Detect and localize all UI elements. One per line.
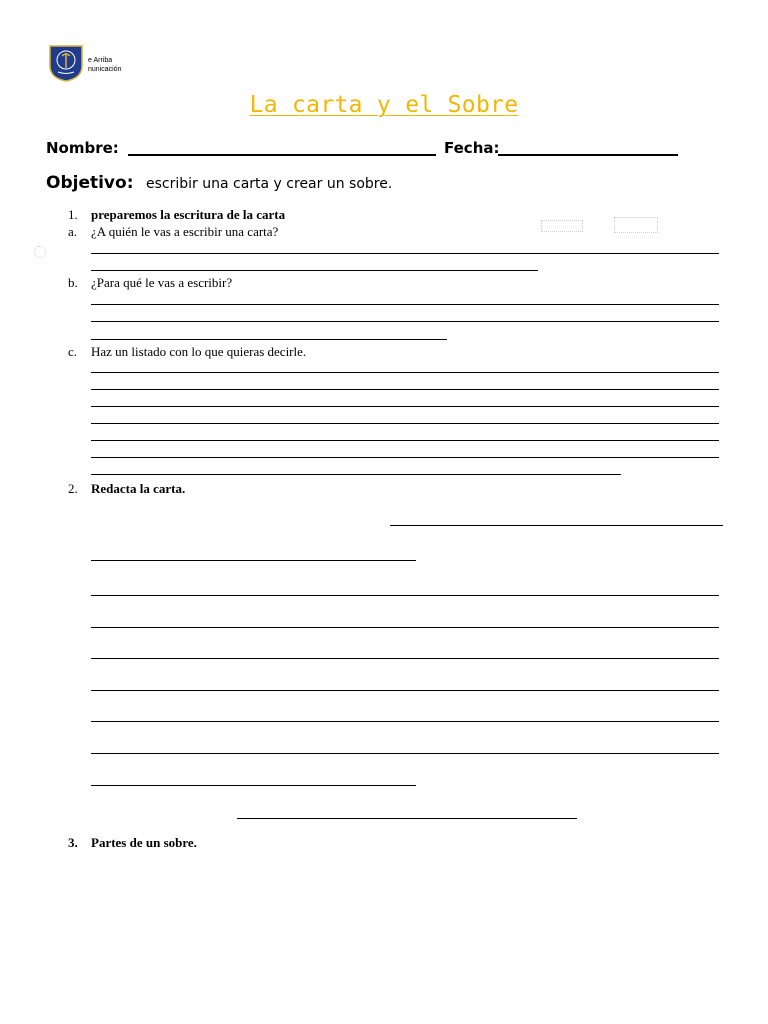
- item-a-letter: a.: [68, 224, 78, 239]
- section-1-number: 1.: [68, 207, 78, 222]
- item-b-question: ¿Para qué le vas a escribir?: [91, 275, 233, 290]
- answer-line[interactable]: [91, 253, 719, 254]
- school-crest-icon: [48, 44, 84, 82]
- item-b-letter: b.: [68, 275, 78, 290]
- answer-line[interactable]: [91, 389, 719, 390]
- answer-line[interactable]: [91, 457, 719, 458]
- answer-line[interactable]: [91, 304, 719, 305]
- objective-label: Objetivo:: [46, 173, 134, 193]
- school-header: [88, 56, 121, 74]
- answer-line[interactable]: [91, 372, 719, 373]
- objective-text: escribir una carta y crear un sobre.: [146, 176, 393, 192]
- answer-line[interactable]: [91, 270, 538, 271]
- school-line-1: e Arriba: [88, 57, 113, 64]
- item-c-letter: c.: [68, 344, 78, 359]
- answer-line[interactable]: [91, 406, 719, 407]
- letter-body-line[interactable]: [91, 690, 719, 691]
- answer-line[interactable]: [91, 440, 719, 441]
- date-label: Fecha:: [444, 139, 500, 157]
- section-2-number: 2.: [68, 481, 78, 496]
- name-field-line[interactable]: [128, 154, 436, 156]
- letter-body-line[interactable]: [91, 658, 719, 659]
- section-1-heading: preparemos la escritura de la carta: [91, 207, 286, 222]
- letter-body-line[interactable]: [91, 595, 719, 596]
- school-line-2: nunicación: [88, 66, 122, 73]
- letter-place-date-line[interactable]: [390, 525, 723, 526]
- letter-body-line[interactable]: [91, 627, 719, 628]
- section-2-heading: Redacta la carta.: [91, 481, 186, 496]
- item-a-question: ¿A quién le vas a escribir una carta?: [91, 224, 279, 239]
- item-c-question: Haz un listado con lo que quieras decirle.: [91, 344, 307, 359]
- letter-closing-line[interactable]: [91, 785, 416, 786]
- answer-line[interactable]: [91, 321, 719, 322]
- section-3-number: 3.: [68, 835, 78, 850]
- section-3-heading: Partes de un sobre.: [91, 835, 197, 850]
- name-label: Nombre:: [46, 139, 119, 157]
- answer-line[interactable]: [91, 339, 447, 340]
- scan-artifact: [614, 217, 658, 233]
- scan-artifact: [541, 220, 583, 232]
- page-title: La carta y el Sobre: [249, 92, 519, 118]
- letter-body-line[interactable]: [91, 721, 719, 722]
- letter-signature-line[interactable]: [237, 818, 577, 819]
- date-field-line[interactable]: [498, 154, 678, 156]
- answer-line[interactable]: [91, 423, 719, 424]
- scan-artifact: [34, 246, 46, 258]
- answer-line[interactable]: [91, 474, 621, 475]
- letter-greeting-line[interactable]: [91, 560, 416, 561]
- letter-body-line[interactable]: [91, 753, 719, 754]
